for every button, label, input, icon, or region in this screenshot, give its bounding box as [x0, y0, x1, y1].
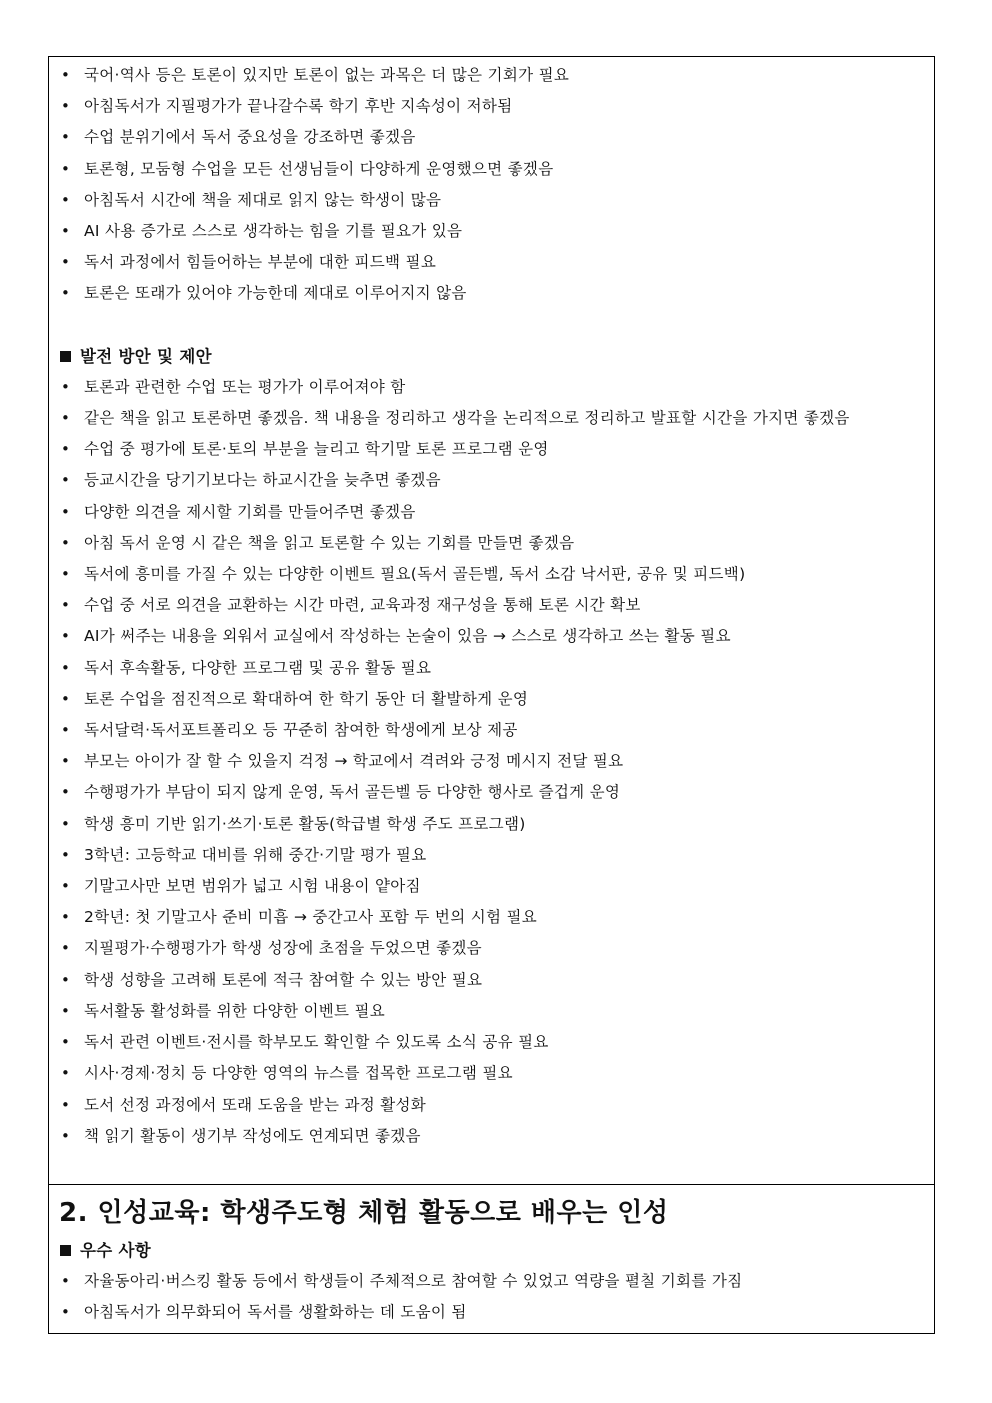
list-item: • 독서활동 활성화를 위한 다양한 이벤트 필요 [57, 996, 924, 1027]
list-item: • 아침 독서 운영 시 같은 책을 읽고 토론할 수 있는 기회를 만들면 좋겠음 [57, 528, 924, 559]
spacer [57, 310, 924, 341]
section2-title: 2. 인성교육: 학생주도형 체험 활동으로 배우는 인성 [59, 1198, 669, 1228]
list-item: • AI가 써주는 내용을 외워서 교실에서 작성하는 논술이 있음 → 스스로 생각하고 쓰는 활동 필요 [57, 621, 924, 652]
list-item: • 부모는 아이가 잘 할 수 있을지 걱정 → 학교에서 격려와 긍정 메시지 전달 필요 [57, 746, 924, 777]
list-item: • 3학년: 고등학교 대비를 위해 중간·기말 평가 필요 [57, 840, 924, 871]
list-item: • 다양한 의견을 제시할 기회를 만들어주면 좋겠음 [57, 497, 924, 528]
list-item: • 지필평가·수행평가가 학생 성장에 초점을 두었으면 좋겠음 [57, 933, 924, 964]
list-item: • 토론과 관련한 수업 또는 평가가 이루어져야 함 [57, 372, 924, 403]
list-item: • 토론형, 모둠형 수업을 모든 선생님들이 다양하게 운영했으면 좋겠음 [57, 154, 924, 185]
proposal-heading-text: 발전 방안 및 제안 [80, 346, 212, 366]
list-item: • 독서달력·독서포트폴리오 등 꾸준히 참여한 학생에게 보상 제공 [57, 715, 924, 746]
list-item: • 독서 관련 이벤트·전시를 학부모도 확인할 수 있도록 소식 공유 필요 [57, 1027, 924, 1058]
list-item: • 독서에 흥미를 가질 수 있는 다양한 이벤트 필요(독서 골든벨, 독서 소감 낙서판, 공유 및 피드백) [57, 559, 924, 590]
list-item: • 등교시간을 당기기보다는 하교시간을 늦추면 좋겠음 [57, 465, 924, 496]
excellent-list [57, 1266, 924, 1328]
section1-box [49, 57, 934, 1185]
square-bullet-icon [60, 351, 71, 362]
list-item: • 같은 책을 읽고 토론하면 좋겠음. 책 내용을 정리하고 생각을 논리적으로 정리하고 발표할 시간을 가지면 좋겠음 [57, 403, 924, 434]
list-item: • 토론 수업을 점진적으로 확대하여 한 학기 동안 더 활발하게 운영 [57, 684, 924, 715]
list-item: • 자율동아리·버스킹 활동 등에서 학생들이 주체적으로 참여할 수 있었고 역량을 펼칠 기회를 가짐 [57, 1266, 924, 1297]
list-item: • 토론은 또래가 있어야 가능한데 제대로 이루어지지 않음 [57, 278, 924, 309]
excellent-heading-text: 우수 사항 [80, 1241, 152, 1260]
list-item: • 2학년: 첫 기말고사 준비 미흡 → 중간고사 포함 두 번의 시험 필요 [57, 902, 924, 933]
issues-list [57, 60, 924, 310]
content-frame [48, 56, 935, 1334]
list-item: • 아침독서가 지필평가가 끝나갈수록 학기 후반 지속성이 저하됨 [57, 91, 924, 122]
list-item: • 학생 성향을 고려해 토론에 적극 참여할 수 있는 방안 필요 [57, 965, 924, 996]
list-item: • 아침독서 시간에 책을 제대로 읽지 않는 학생이 많음 [57, 185, 924, 216]
list-item: • 아침독서가 의무화되어 독서를 생활화하는 데 도움이 됨 [57, 1297, 924, 1328]
section2-box [49, 1185, 934, 1333]
list-item: • 독서 후속활동, 다양한 프로그램 및 공유 활동 필요 [57, 653, 924, 684]
list-item: • 책 읽기 활동이 생기부 작성에도 연계되면 좋겠음 [57, 1121, 924, 1152]
list-item: • 학생 흥미 기반 읽기·쓰기·토론 활동(학급별 학생 주도 프로그램) [57, 809, 924, 840]
list-item: • AI 사용 증가로 스스로 생각하는 힘을 기를 필요가 있음 [57, 216, 924, 247]
list-item: • 수행평가가 부담이 되지 않게 운영, 독서 골든벨 등 다양한 행사로 즐겁게 운영 [57, 777, 924, 808]
square-bullet-icon [60, 1245, 71, 1256]
list-item: • 수업 중 평가에 토론·토의 부분을 늘리고 학기말 토론 프로그램 운영 [57, 434, 924, 465]
list-item: • 도서 선정 과정에서 또래 도움을 받는 과정 활성화 [57, 1090, 924, 1121]
excellent-heading [57, 1235, 924, 1266]
list-item: • 수업 분위기에서 독서 중요성을 강조하면 좋겠음 [57, 122, 924, 153]
list-item: • 기말고사만 보면 범위가 넓고 시험 내용이 얕아짐 [57, 871, 924, 902]
list-item: • 독서 과정에서 힘들어하는 부분에 대한 피드백 필요 [57, 247, 924, 278]
proposal-heading [57, 341, 924, 372]
proposal-list [57, 372, 924, 1152]
list-item: • 시사·경제·정치 등 다양한 영역의 뉴스를 접목한 프로그램 필요 [57, 1058, 924, 1089]
list-item: • 수업 중 서로 의견을 교환하는 시간 마련, 교육과정 재구성을 통해 토론 시간 확보 [57, 590, 924, 621]
list-item: • 국어·역사 등은 토론이 있지만 토론이 없는 과목은 더 많은 기회가 필요 [57, 60, 924, 91]
